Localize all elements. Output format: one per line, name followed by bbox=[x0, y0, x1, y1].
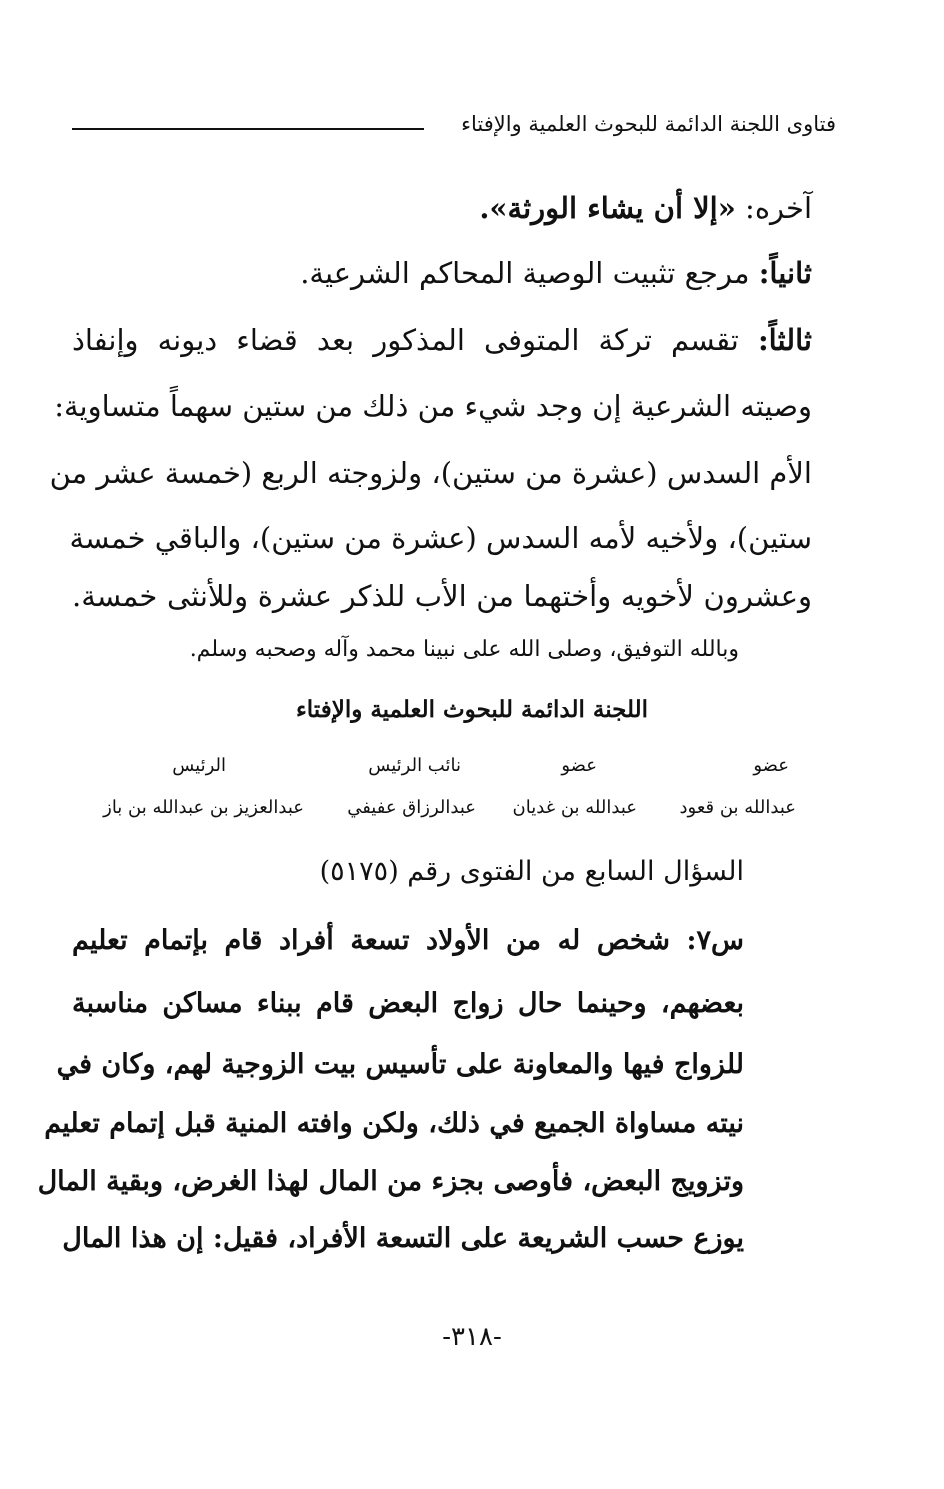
header-rule bbox=[72, 128, 424, 130]
fatwa-line-3-label: ثالثاً: bbox=[757, 323, 812, 357]
fatwa-line-1-quote: «إلا أن يشاء الورثة». bbox=[479, 191, 736, 225]
fatwa-line-5: الأم السدس (عشرة من ستين)، ولزوجته الربع (خمسة عشر من bbox=[49, 456, 812, 490]
signatory-role-chairman: الرئيس bbox=[172, 755, 226, 776]
fatwa-line-2 bbox=[72, 253, 812, 293]
question-line-4: نيته مساواة الجميع في ذلك، ولكن وافته المنية قبل إتمام تعليم bbox=[44, 1108, 744, 1139]
fatwa-line-3-text: تقسم تركة المتوفى المذكور بعد قضاء ديونه وإنفاذ bbox=[72, 323, 758, 357]
closing-prayer: وبالله التوفيق، وصلى الله على نبينا محمد وآله وصحبه وسلم. bbox=[189, 637, 739, 662]
signatory-role-member-1: عضو bbox=[561, 755, 597, 776]
signatory-role-deputy: نائب الرئيس bbox=[368, 755, 461, 776]
question-line-1: س٧: شخص له من الأولاد تسعة أفراد قام بإتمام تعليم bbox=[72, 925, 744, 956]
fatwa-line-2-label: ثانياً: bbox=[758, 256, 812, 290]
fatwa-line-3 bbox=[72, 320, 812, 360]
question-line-2: بعضهم، وحينما حال زواج البعض قام ببناء مساكن مناسبة bbox=[72, 988, 744, 1019]
signatory-name-deputy: عبدالرزاق عفيفي bbox=[347, 797, 476, 818]
fatwa-line-4: وصيته الشرعية إن وجد شيء من ذلك من ستين سهماً متساوية: bbox=[54, 389, 812, 423]
fatwa-line-2-text: مرجع تثبيت الوصية المحاكم الشرعية. bbox=[300, 256, 759, 290]
fatwa-line-1 bbox=[72, 188, 812, 228]
question-line-3: للزواج فيها والمعاونة على تأسيس بيت الزوجية لهم، وكان في bbox=[56, 1049, 744, 1080]
question-heading: السؤال السابع من الفتوى رقم (٥١٧٥) bbox=[319, 856, 744, 887]
running-header-title: فتاوى اللجنة الدائمة للبحوث العلمية والإفتاء bbox=[461, 112, 836, 136]
fatwa-line-7: وعشرون لأخويه وأختهما من الأب للذكر عشرة وللأنثى خمسة. bbox=[72, 579, 812, 613]
page-number: -٣١٨- bbox=[442, 1322, 502, 1352]
question-line-5: وتزويج البعض، فأوصى بجزء من المال لهذا الغرض، وبقية المال bbox=[37, 1166, 744, 1197]
signatory-name-member-2: عبدالله بن قعود bbox=[679, 797, 796, 818]
signatory-name-member-1: عبدالله بن غديان bbox=[512, 797, 637, 818]
signatory-role-member-2: عضو bbox=[753, 755, 789, 776]
committee-name: اللجنة الدائمة للبحوث العلمية والإفتاء bbox=[295, 696, 649, 723]
signatory-name-chairman: عبدالعزيز بن عبدالله بن باز bbox=[103, 797, 304, 818]
fatwa-line-6: ستين)، ولأخيه لأمه السدس (عشرة من ستين)، والباقي خمسة bbox=[69, 521, 812, 555]
fatwa-line-1-prefix: آخره: bbox=[735, 191, 812, 225]
question-line-6: يوزع حسب الشريعة على التسعة الأفراد، فقيل: إن هذا المال bbox=[62, 1223, 744, 1254]
